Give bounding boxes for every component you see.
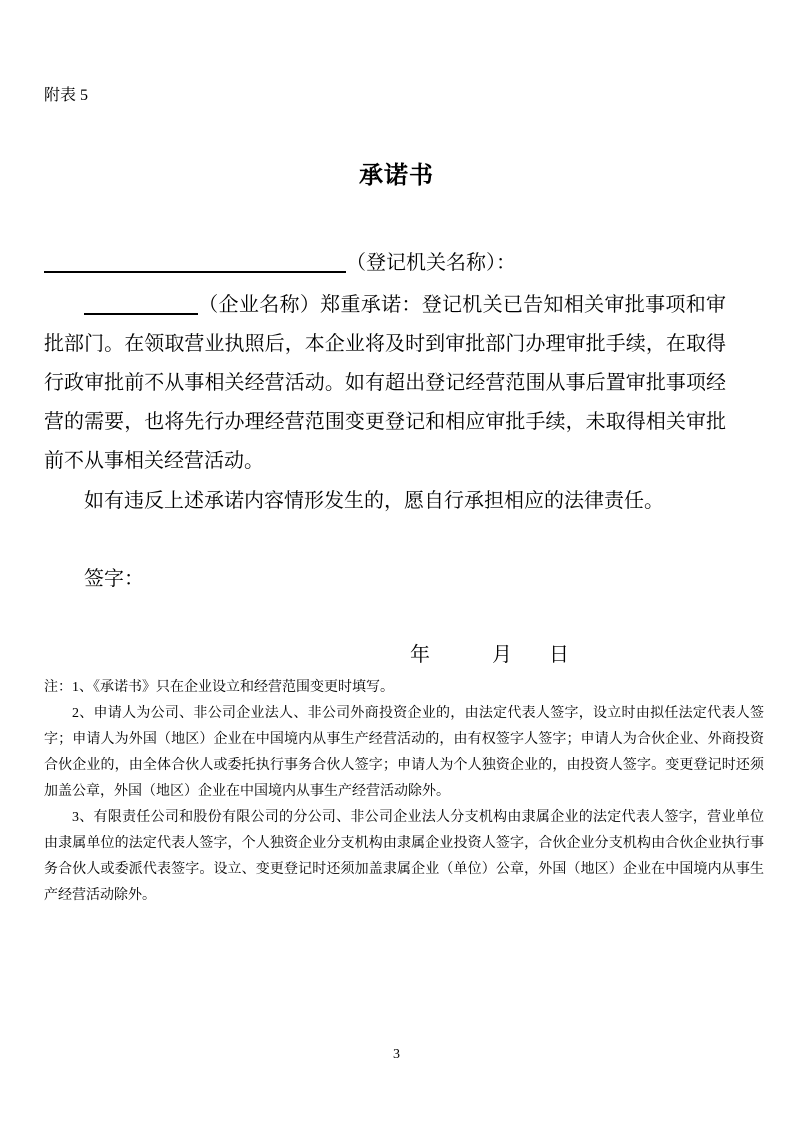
note-item-1: 注：1、《承诺书》只在企业设立和经营范围变更时填写。: [44, 680, 394, 695]
liability-paragraph: 如有违反上述承诺内容情形发生的，愿自行承担相应的法律责任。: [84, 490, 664, 512]
notes-section: [44, 675, 764, 909]
appendix-label: 附表 5: [44, 87, 89, 104]
date-month-label: 月: [492, 644, 512, 666]
page-number: 3: [393, 1047, 400, 1062]
document-title: 承诺书: [359, 163, 434, 189]
note-item-3: 3、有限责任公司和股份有限公司的分公司、非公司企业法人分支机构由隶属企业的法定代表人签字，营业单位由隶属单位的法定代表人签字，个人独资企业分支机构由隶属企业投资人签字，合伙企业分支机构由合伙企业执行事务合伙人或委派代表签字。设立、变更登记时还须加盖隶属企业（单位）公章，外国（地区）企业在中国境内从事生产经营活动除外。: [44, 810, 764, 903]
registry-name-blank-line: [44, 249, 346, 273]
note-item-2: 2、申请人为公司、非公司企业法人、非公司外商投资企业的，由法定代表人签字，设立时由拟任法定代表人签字；申请人为外国（地区）企业在中国境内从事生产经营活动的，由有权签字人签字；申请人为合伙企业、外商投资合伙企业的，由全体合伙人或委托执行事务合伙人签字；申请人为个人独资企业的，由投资人签字。变更登记时还须加盖公章，外国（地区）企业在中国境内从事生产经营活动除外。: [44, 706, 764, 799]
date-year-label: 年: [410, 644, 430, 666]
date-line: [410, 642, 569, 668]
enterprise-name-blank-line: [84, 291, 198, 315]
signature-label: 签字：: [84, 568, 144, 590]
registry-name-suffix: （登记机关名称）：: [346, 252, 516, 274]
registry-salutation-line: [44, 248, 516, 278]
commitment-paragraph-text: （企业名称）郑重承诺：登记机关已告知相关审批事项和审批部门。在领取营业执照后，本企业将及时到审批部门办理审批手续，在取得行政审批前不从事相关经营活动。如有超出登记经营范围从事后置审批事项经营的需要，也将先行办理经营范围变更登记和相应审批手续，未取得相关审批前不从事相关经营活动。: [44, 294, 726, 472]
commitment-paragraph: [44, 286, 726, 481]
date-day-label: 日: [549, 644, 569, 666]
